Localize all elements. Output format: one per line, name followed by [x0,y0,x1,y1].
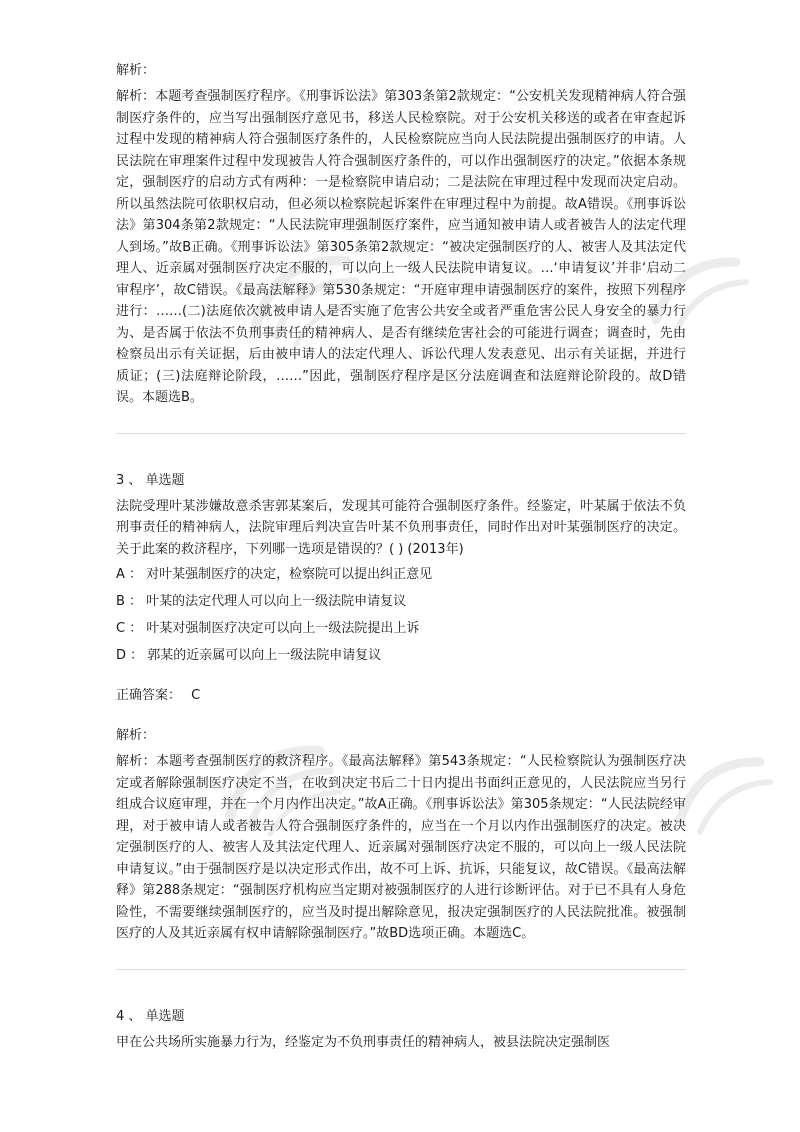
correct-answer [116,685,686,707]
option-b: B ： 叶某的法定代理人可以向上一级法院申请复议 [116,594,407,609]
correct-answer-label: 正确答案： [116,688,182,703]
question-3 [116,470,686,945]
option-c: C ： 叶某对强制医疗决定可以向上一级法院提出上诉 [116,621,420,636]
analysis-label: 解析： [116,63,156,78]
document-content [116,60,686,1053]
correct-answer-value: C [191,688,201,703]
section-divider [116,969,686,970]
options-list [116,564,686,667]
analysis-section-q2 [116,60,686,409]
question-stem: 甲在公共场所实施暴力行为，经鉴定为不负刑事责任的精神病人，被县法院决定强制医 [116,1034,611,1050]
question-stem: 法院受理叶某涉嫌故意杀害郭某案后，发现其可能符合强制医疗条件。经鉴定，叶某属于依法不负刑事责任的精神病人，法院审理后判决宣告叶某不负刑事责任，同时作出对叶某强制医疗的决定。关于此案的救济程序，下列哪一选项是错误的？( ) (2013年) [116,498,686,557]
analysis-label: 解析： [116,728,156,743]
question-header: 4 、 单选题 [116,1008,185,1024]
option-a: A ： 对叶某强制医疗的决定，检察院可以提出纠正意见 [116,567,433,582]
section-divider [116,433,686,434]
question-4 [116,1006,686,1054]
question-header: 3 、 单选题 [116,472,185,488]
analysis-text: 解析：本题考查强制医疗程序。《刑事诉讼法》第303条第2款规定：“公安机关发现精神病人符合强制医疗条件的，应当写出强制医疗意见书，移送人民检察院。对于公安机关移送的或者在审查起诉过程中发现的精神病人符合强制医疗条件的，人民检察院应当向人民法院提出强制医疗的申请。人民法院在审理案件过程中发现被告人符合强制医疗条件的，可以作出强制医疗的决定。”依据本条规定，强制医疗的启动方式有两种：一是检察院申请启动；二是法院在审理过程中发现而决定启动。所以虽然法院可依职权启动，但必须以检察院起诉案件在审理过程中为前提。故A错误。《刑事诉讼法》第304条第2款规定：“人民法院审理强制医疗案件，应当通知被申请人或者被告人的法定代理人到场。”故B正确。《刑事诉讼法》第305条第2款规定：“被决定强制医疗的人、被害人及其法定代理人、近亲属对强制医疗决定不服的，可以向上一级人民法院申请复议。…‘申请复议’并非‘启动二审程序’，故C错误。《最高法解释》第530条规定：“开庭审理申请强制医疗的案件，按照下列程序进行：……(二)法庭依次就被申请人是否实施了危害公共安全或者严重危害公民人身安全的暴力行为、是否属于依法不负刑事责任的精神病人、是否有继续危害社会的可能进行调查；调查时，先由检察员出示有关证据，后由被申请人的法定代理人、诉讼代理人发表意见、出示有关证据，并进行质证；(三)法庭辩论阶段，……”因此，强制医疗程序是区分法庭调查和法庭辩论阶段的。故D错误。本题选B。 [116,89,686,405]
option-d: D ： 郭某的近亲属可以向上一级法院申请复议 [116,648,382,663]
analysis-text: 解析：本题考查强制医疗的救济程序。《最高法解释》第543条规定：“人民检察院认为强制医疗决定或者解除强制医疗决定不当，在收到决定书后二十日内提出书面纠正意见的，人民法院应当另行组成合议庭审理，并在一个月内作出决定。”故A正确。《刑事诉讼法》第305条规定：“人民法院经审理，对于被申请人或者被告人符合强制医疗条件的，应当在一个月以内作出强制医疗的决定。被决定强制医疗的人、被害人及其法定代理人、近亲属对强制医疗决定不服的，可以向上一级人民法院申请复议。”由于强制医疗是以决定形式作出，故不可上诉、抗诉，只能复议，故C错误。《最高法解释》第288条规定：“强制医疗机构应当定期对被强制医疗的人进行诊断评估。对于已不具有人身危险性，不需要继续强制医疗的，应当及时提出解除意见，报决定强制医疗的人民法院批准。被强制医疗的人及其近亲属有权申请解除强制医疗。”故BD选项正确。本题选C。 [116,754,686,941]
